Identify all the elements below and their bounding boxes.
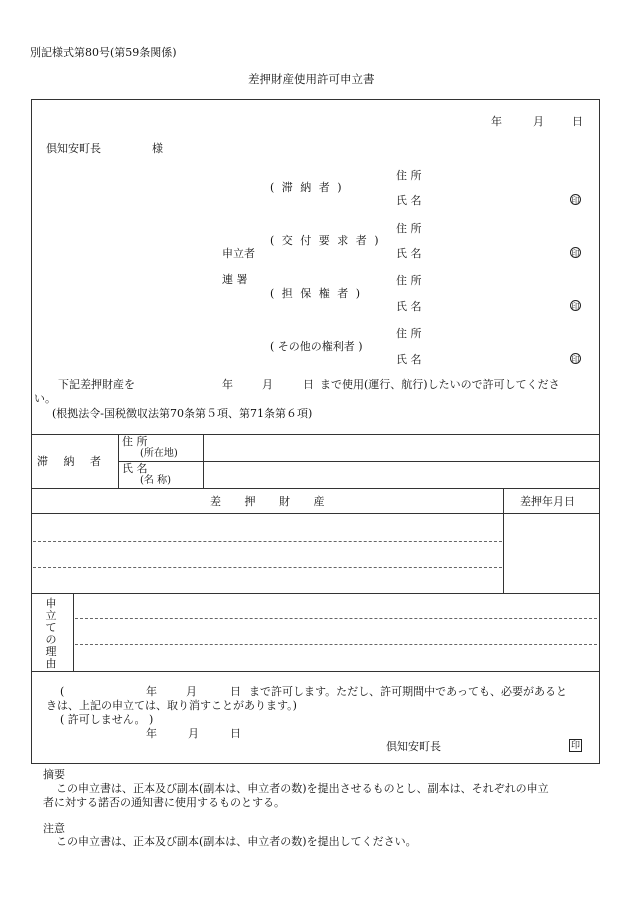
- request-prefix: 下記差押財産を: [58, 378, 135, 391]
- party2-address-label: 住 所: [396, 222, 422, 235]
- party2-name-label: 氏 名: [396, 247, 422, 260]
- permission-open-paren: (: [60, 685, 65, 698]
- denial-line: ( 許可しません。 ): [60, 713, 154, 726]
- legal-basis: (根拠法令-国税徴収法第70条第５項、第71条第６項): [52, 407, 313, 420]
- property-row-line: [33, 541, 502, 542]
- party3-name-label: 氏 名: [396, 300, 422, 313]
- date-month: 月: [533, 115, 544, 128]
- applicant-label: 申立者: [222, 247, 255, 260]
- party3-seal: 印: [571, 302, 580, 311]
- party1-address-label: 住 所: [396, 169, 422, 182]
- party1-seal: 印: [571, 196, 580, 205]
- request-year: 年: [222, 378, 233, 391]
- party3-address-label: 住 所: [396, 274, 422, 287]
- property-row-line: [33, 567, 502, 568]
- party1-name-label: 氏 名: [396, 194, 422, 207]
- date-year: 年: [491, 115, 502, 128]
- delinquent-label: 滞 納 者: [37, 455, 107, 468]
- decision-month: 月: [188, 727, 199, 740]
- addressee-honorific: 様: [152, 142, 163, 155]
- delinquent-address-text: 住 所: [122, 435, 148, 448]
- permission-year: 年: [146, 685, 157, 698]
- summary-line2: 者に対する諾否の通知書に使用するものとする。: [43, 796, 285, 809]
- addressee: 倶知安町長: [46, 142, 101, 155]
- party2-label: ( 交 付 要 求 者 ): [270, 234, 381, 247]
- property-header: 差 押 財 産: [210, 495, 335, 508]
- caution-line1: この申立書は、正本及び副本(副本は、申立者の数)を提出してください。: [56, 835, 417, 848]
- permission-line1: まで許可します。ただし、許可期間中であっても、必要があると: [249, 685, 568, 698]
- delinquent-name-sub: (名 称): [140, 475, 171, 486]
- party3-label: ( 担 保 権 者 ): [270, 287, 363, 300]
- joint-label: 連 署: [222, 273, 248, 286]
- party4-label: ( その他の権利者 ): [270, 340, 363, 353]
- decision-year: 年: [146, 727, 157, 740]
- party4-seal: 印: [571, 355, 580, 364]
- divider: [503, 488, 504, 593]
- caution-title: 注意: [43, 822, 65, 835]
- divider: [31, 671, 600, 672]
- reason-label: 申立ての理由: [45, 597, 57, 670]
- party4-address-label: 住 所: [396, 327, 422, 340]
- seizure-date-header: 差押年月日: [520, 495, 575, 508]
- date-day: 日: [572, 115, 583, 128]
- request-line2: い。: [34, 392, 56, 405]
- divider: [31, 434, 600, 435]
- party1-label: ( 滞 納 者 ): [270, 181, 344, 194]
- form-frame: [31, 99, 600, 764]
- summary-title: 摘要: [43, 768, 65, 781]
- divider: [118, 461, 600, 462]
- party2-seal: 印: [571, 249, 580, 258]
- divider: [73, 593, 74, 671]
- delinquent-name-label: [122, 463, 200, 474]
- permission-day: 日: [230, 685, 241, 698]
- decision-day: 日: [230, 727, 241, 740]
- delinquent-name-text: 氏 名: [122, 462, 148, 475]
- permission-month: 月: [186, 685, 197, 698]
- divider: [31, 488, 600, 489]
- reason-row-line: [75, 618, 597, 619]
- form-title: 差押財産使用許可申立書: [248, 72, 375, 86]
- delinquent-address-sub: (所在地): [140, 448, 178, 459]
- party4-name-label: 氏 名: [396, 353, 422, 366]
- signer: 倶知安町長: [386, 740, 441, 753]
- signer-seal: 印: [570, 741, 580, 751]
- delinquent-address-label: [122, 436, 200, 447]
- request-day: 日: [303, 378, 314, 391]
- form-number: 別記様式第80号(第59条関係): [30, 46, 177, 59]
- summary-line1: この申立書は、正本及び副本(副本は、申立者の数)を提出させるものとし、副本は、それぞれの申立: [56, 782, 549, 795]
- request-suffix: まで使用(運行、航行)したいので許可してくださ: [320, 378, 560, 391]
- divider: [31, 593, 600, 594]
- reason-row-line: [75, 644, 597, 645]
- permission-line2: きは、上記の申立ては、取り消すことがあります。): [46, 699, 297, 712]
- divider: [31, 513, 600, 514]
- request-month: 月: [262, 378, 273, 391]
